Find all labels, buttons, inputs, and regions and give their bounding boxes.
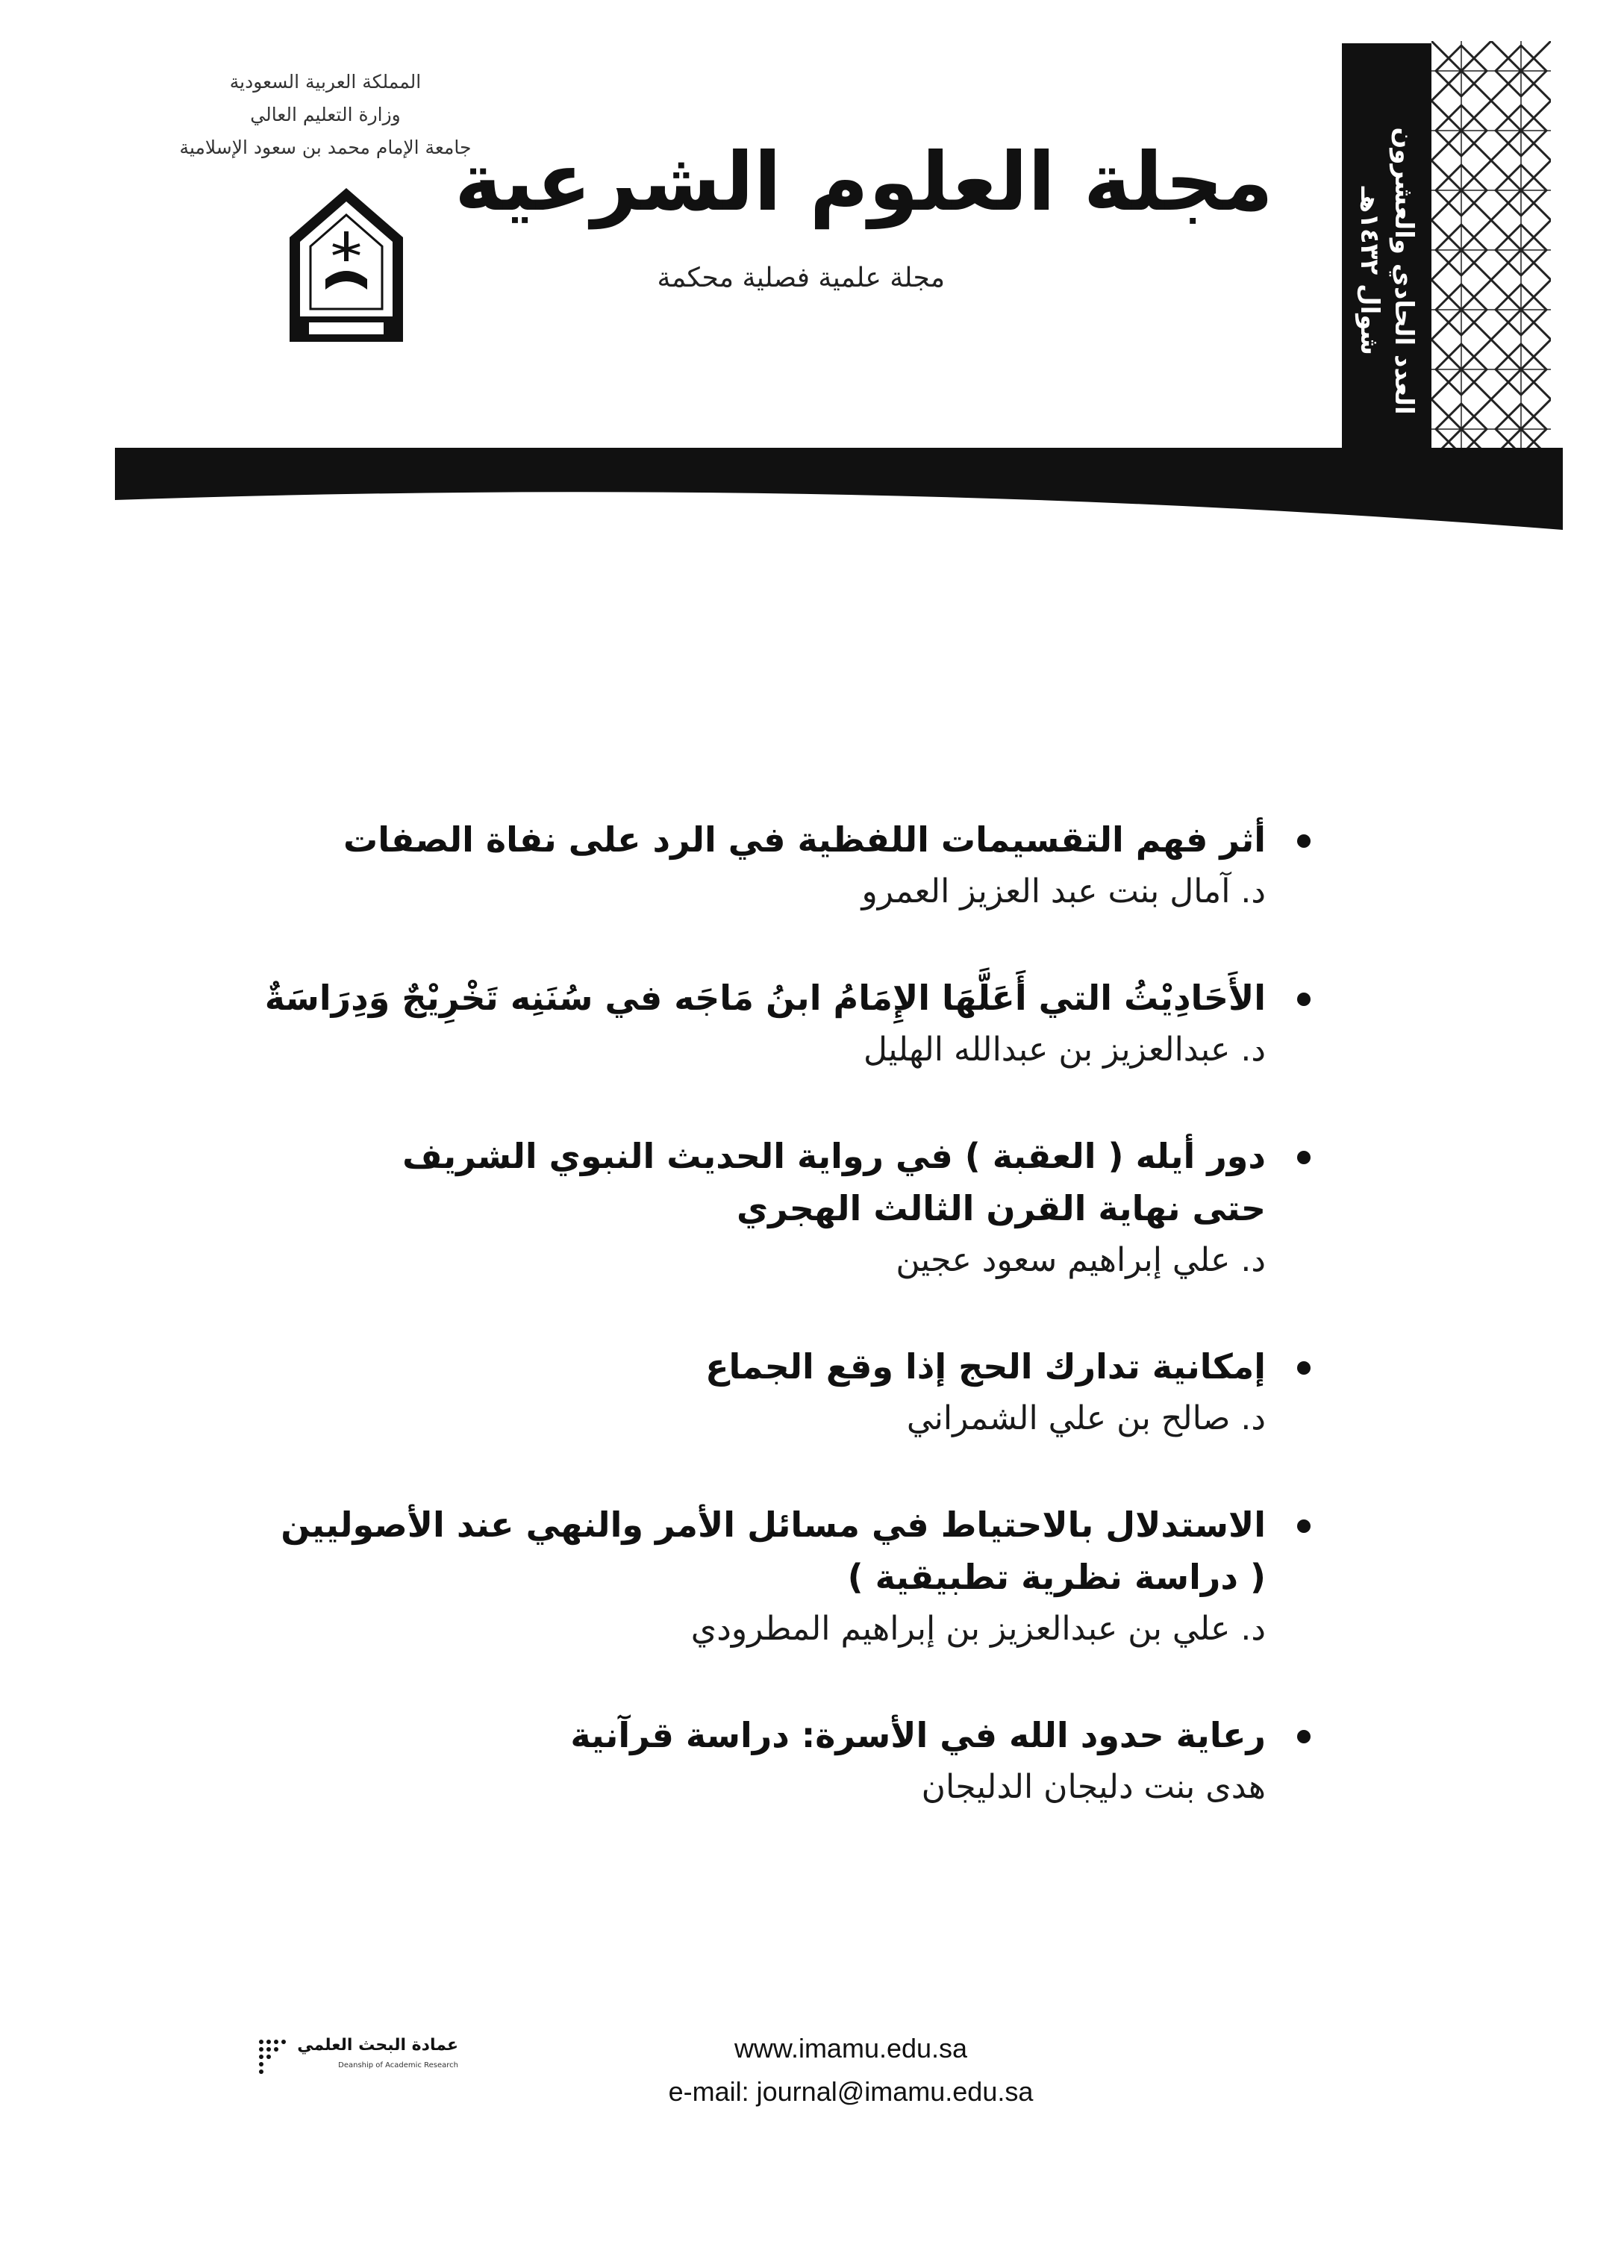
article-title: الأَحَادِيْثُ التي أَعَلَّهَا الإِمَامُ ابنُ مَاجَه في سُنَنِه تَخْرِيْجٌ وَدِرَاسَةٌ — [264, 978, 1266, 1018]
bullet-icon — [1297, 1151, 1311, 1164]
university-line: جامعة الإمام محمد بن سعود الإسلامية — [179, 137, 472, 158]
university-emblem-icon — [287, 185, 406, 345]
article-entry[interactable] — [176, 972, 1311, 1076]
article-author: د. آمال بنت عبد العزيز العمرو — [861, 872, 1266, 910]
article-title: إمكانية تدارك الحج إذا وقع الجماع — [705, 1346, 1266, 1387]
deanship-name-ar: عمادة البحث العلمي — [297, 2036, 458, 2055]
article-author: د. علي بن عبدالعزيز بن إبراهيم المطرودي — [690, 1610, 1266, 1648]
article-title: دور أيله ( العقبة ) في رواية الحديث النبوي الشريف — [402, 1136, 1266, 1176]
article-author: د. علي إبراهيم سعود عجين — [896, 1241, 1266, 1279]
ministry-line: وزارة التعليم العالي — [250, 104, 401, 125]
header-divider-bar — [115, 448, 1563, 530]
kingdom-line: المملكة العربية السعودية — [229, 71, 422, 93]
article-entry[interactable] — [176, 1340, 1311, 1445]
article-entry[interactable] — [176, 813, 1311, 918]
article-entry[interactable] — [176, 1130, 1311, 1287]
bullet-icon — [1297, 1730, 1311, 1743]
article-title-continued: حتى نهاية القرن الثالث الهجري — [736, 1188, 1266, 1228]
article-author: د. عبدالعزيز بن عبدالله الهليل — [863, 1031, 1266, 1069]
deanship-logo — [257, 2036, 458, 2084]
footer-contact — [582, 2027, 1119, 2114]
issue-date: شوال ١٤٣٢هـ — [1355, 187, 1384, 355]
table-of-contents — [176, 813, 1311, 1867]
website-link[interactable]: www.imamu.edu.sa — [734, 2033, 968, 2064]
article-title-continued: ( دراسة نظرية تطبيقية ) — [847, 1557, 1266, 1597]
issue-number: العدد الحادي والعشرون — [1389, 127, 1419, 415]
geometric-pattern-icon — [1431, 41, 1551, 496]
issue-band — [1342, 43, 1431, 499]
bullet-icon — [1297, 834, 1311, 848]
article-entry[interactable] — [176, 1499, 1311, 1655]
article-title: رعاية حدود الله في الأسرة: دراسة قرآنية — [570, 1715, 1266, 1755]
journal-subtitle: مجلة علمية فصلية محكمة — [657, 263, 945, 293]
article-entry[interactable] — [176, 1709, 1311, 1814]
bullet-icon — [1297, 1519, 1311, 1533]
article-author: د. صالح بن علي الشمراني — [906, 1399, 1266, 1437]
article-title: الاستدلال بالاحتياط في مسائل الأمر والنهي عند الأصوليين — [281, 1505, 1266, 1545]
issue-info — [1352, 62, 1421, 480]
bullet-icon — [1297, 993, 1311, 1006]
bullet-icon — [1297, 1361, 1311, 1375]
journal-title: مجلة العلوم الشرعية — [455, 136, 1273, 229]
email-link[interactable]: e-mail: journal@imamu.edu.sa — [668, 2076, 1034, 2107]
deanship-name-en: Deanship of Academic Research — [338, 2061, 458, 2069]
article-author: هدى بنت دليجان الدليجان — [921, 1768, 1266, 1806]
dot-grid-icon — [257, 2037, 287, 2079]
article-title: أثر فهم التقسيمات اللفظية في الرد على نفاة الصفات — [343, 819, 1266, 860]
